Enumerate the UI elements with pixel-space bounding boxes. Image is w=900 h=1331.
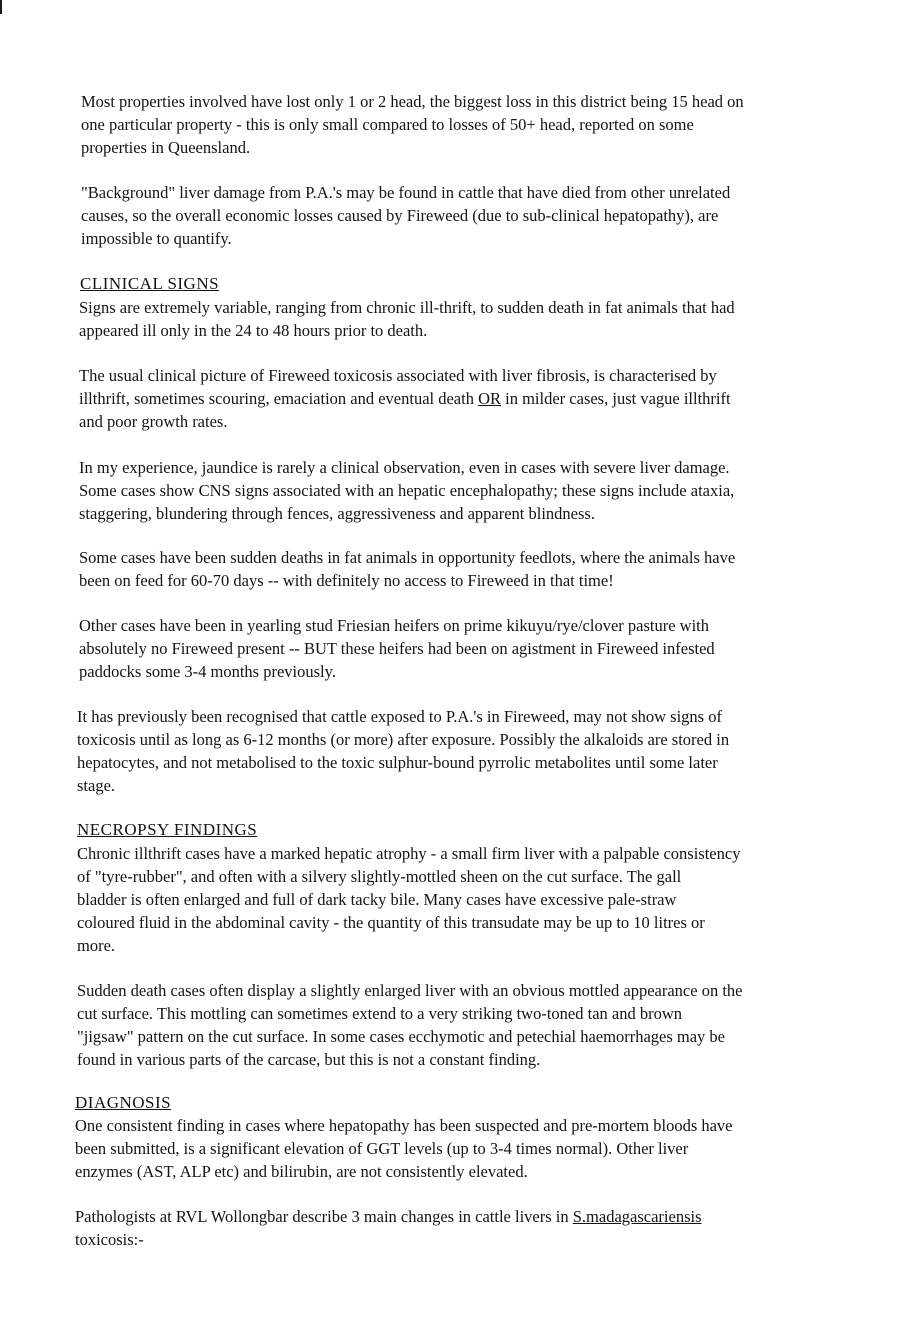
text-fragment: illthrift, sometimes scouring, emaciation and eventual death [79, 389, 479, 408]
text-line: enzymes (AST, ALP etc) and bilirubin, are not consistently elevated. [75, 1162, 528, 1181]
species-name: S.madagascariensis [572, 1207, 702, 1226]
text-line: appeared ill only in the 24 to 48 hours prior to death. [79, 321, 428, 340]
text-line: Sudden death cases often display a slightly enlarged liver with an obvious mottled appearance on the [77, 981, 743, 1000]
text-line: It has previously been recognised that cattle exposed to P.A.'s in Fireweed, may not show signs of [77, 707, 722, 726]
text-fragment: in milder cases, just vague illthrift [501, 389, 731, 408]
text-line [75, 1205, 858, 1228]
paragraph-friesian-heifers [79, 614, 858, 683]
text-line: stage. [77, 776, 116, 795]
text-line: One consistent finding in cases where hepatopathy has been suspected and pre-mortem bloods have [75, 1116, 733, 1135]
paragraph-feedlot-deaths [79, 546, 858, 592]
paragraph-losses [81, 90, 858, 159]
paragraph-pathologists [75, 1205, 858, 1251]
text-fragment: Pathologists at RVL Wollongbar describe 3 main changes in cattle livers in [75, 1207, 573, 1226]
heading-necropsy-findings: NECROPSY FINDINGS [77, 820, 258, 839]
text-line [79, 387, 858, 410]
text-line: been submitted, is a significant elevation of GGT levels (up to 3-4 times normal). Other liver [75, 1139, 689, 1158]
text-line: properties in Queensland. [81, 138, 251, 157]
paragraph-delayed-toxicosis [77, 705, 858, 797]
text-line: absolutely no Fireweed present -- BUT these heifers had been on agistment in Fireweed infested [79, 639, 715, 658]
underlined-or: OR [478, 389, 502, 408]
text-line: Some cases show CNS signs associated with an hepatic encephalopathy; these signs include ataxia, [79, 481, 735, 500]
text-line: impossible to quantify. [81, 229, 232, 248]
text-line: Other cases have been in yearling stud Friesian heifers on prime kikuyu/rye/clover pasture with [79, 616, 710, 635]
text-line: bladder is often enlarged and full of dark tacky bile. Many cases have excessive pale-straw [77, 890, 677, 909]
heading-clinical-signs: CLINICAL SIGNS [80, 274, 220, 293]
text-line: of "tyre-rubber", and often with a silvery slightly-mottled sheen on the cut surface. The gall [77, 867, 682, 886]
paragraph-sudden-death-cases [77, 979, 858, 1071]
text-line: In my experience, jaundice is rarely a clinical observation, even in cases with severe liver damage. [79, 458, 730, 477]
text-line: found in various parts of the carcase, but this is not a constant finding. [77, 1050, 541, 1069]
text-line: causes, so the overall economic losses caused by Fireweed (due to sub-clinical hepatopathy), are [81, 206, 719, 225]
text-line: paddocks some 3-4 months previously. [79, 662, 336, 681]
text-line: staggering, blundering through fences, aggressiveness and apparent blindness. [79, 504, 595, 523]
text-line: toxicosis:- [75, 1230, 144, 1249]
paragraph-ggt-levels [75, 1114, 858, 1183]
text-line: toxicosis until as long as 6-12 months (or more) after exposure. Possibly the alkaloids are stored in [77, 730, 730, 749]
paragraph-chronic-illthrift [77, 842, 858, 957]
text-line: "jigsaw" pattern on the cut surface. In some cases ecchymotic and petechial haemorrhages may be [77, 1027, 726, 1046]
paragraph-signs-variable [79, 296, 858, 342]
text-line: one particular property - this is only small compared to losses of 50+ head, reported on some [81, 115, 694, 134]
text-line: Chronic illthrift cases have a marked hepatic atrophy - a small firm liver with a palpable consistency [77, 844, 741, 863]
text-line: Signs are extremely variable, ranging from chronic ill-thrift, to sudden death in fat animals that had [79, 298, 735, 317]
paragraph-jaundice-cns [79, 456, 858, 525]
text-line: Most properties involved have lost only 1 or 2 head, the biggest loss in this district being 15 head on [81, 92, 744, 111]
paragraph-background-damage [81, 181, 858, 250]
text-line: "Background" liver damage from P.A.'s may be found in cattle that have died from other unrelated [81, 183, 731, 202]
text-line: and poor growth rates. [79, 412, 228, 431]
text-line: Some cases have been sudden deaths in fat animals in opportunity feedlots, where the animals have [79, 548, 736, 567]
text-line: hepatocytes, and not metabolised to the toxic sulphur-bound pyrrolic metabolites until some later [77, 753, 718, 772]
text-line: The usual clinical picture of Fireweed toxicosis associated with liver fibrosis, is characterised by [79, 366, 717, 385]
heading-diagnosis: DIAGNOSIS [75, 1093, 172, 1112]
text-line: been on feed for 60-70 days -- with definitely no access to Fireweed in that time! [79, 571, 614, 590]
scan-margin-mark [0, 0, 2, 14]
text-line: more. [77, 936, 116, 955]
text-line: cut surface. This mottling can sometimes extend to a very striking two-toned tan and brown [77, 1004, 683, 1023]
paragraph-clinical-picture [79, 364, 858, 433]
text-line: coloured fluid in the abdominal cavity - the quantity of this transudate may be up to 10 litres or [77, 913, 705, 932]
